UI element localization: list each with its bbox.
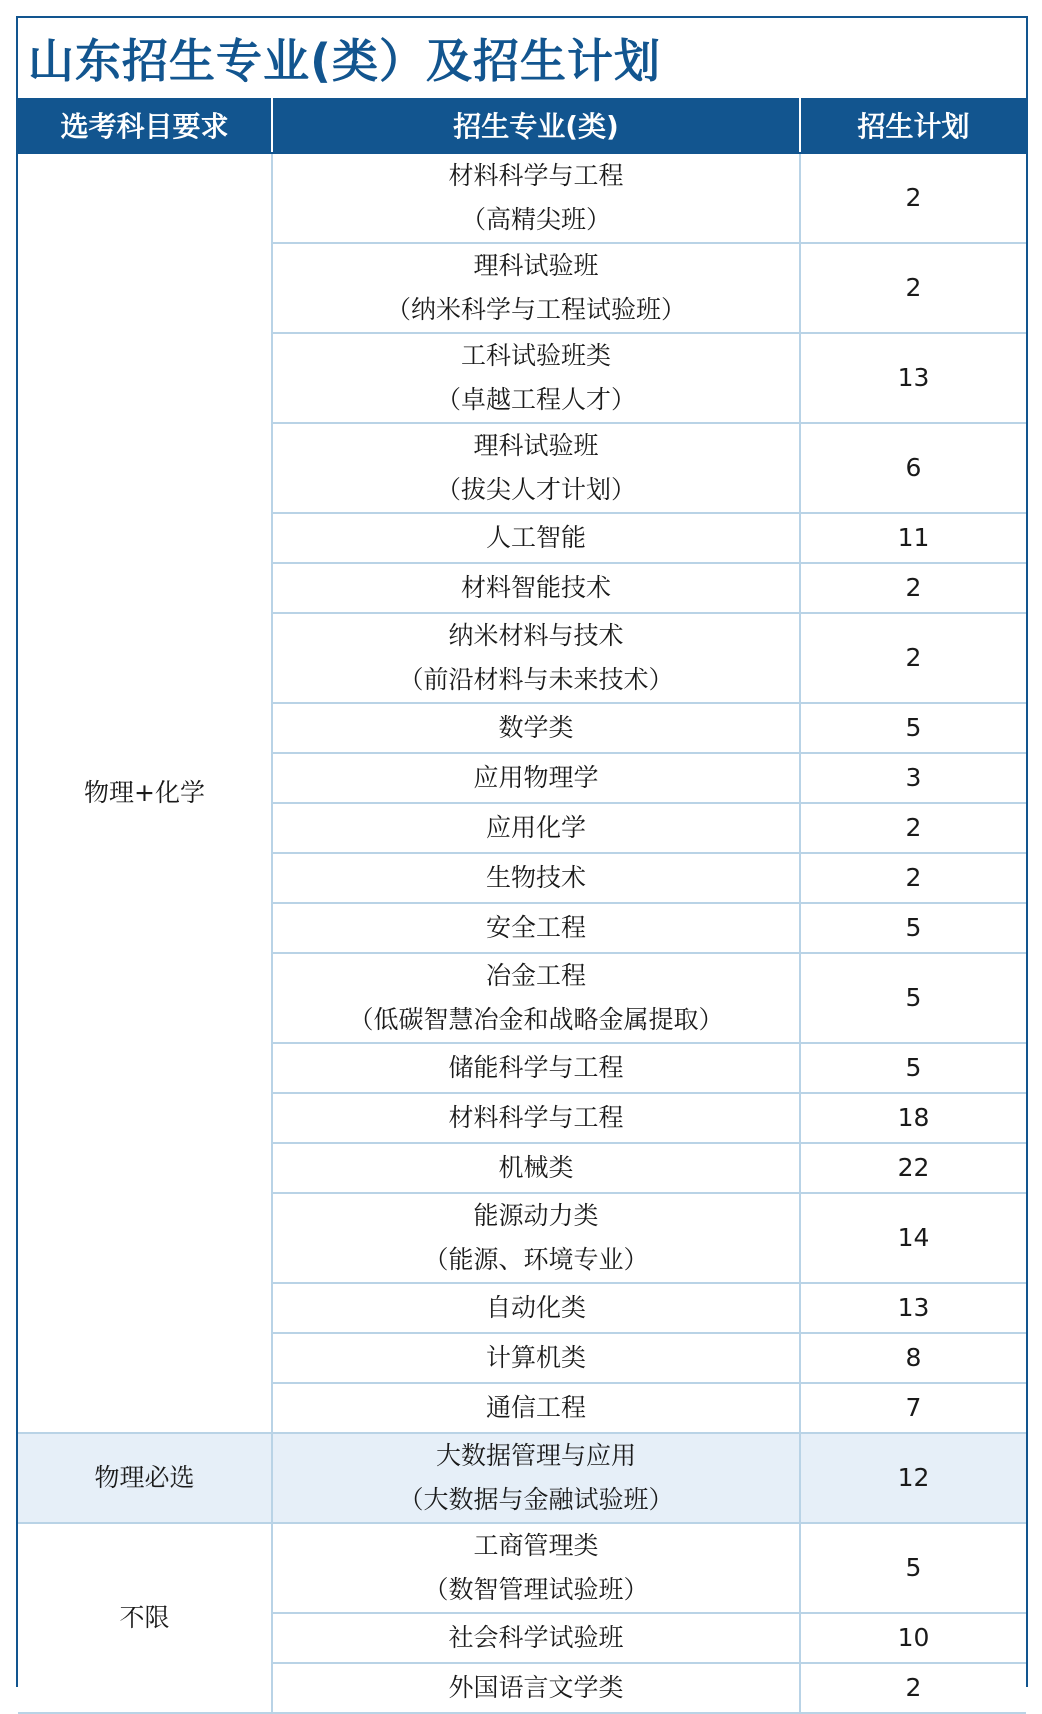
major-cell bbox=[272, 1663, 800, 1713]
major-name: 材料科学与工程 bbox=[448, 1103, 624, 1132]
plan-cell: 2 bbox=[800, 803, 1026, 853]
major-cell bbox=[272, 1613, 800, 1663]
major-name: 理科试验班 bbox=[473, 431, 599, 460]
major-cell bbox=[272, 153, 800, 243]
requirement-cell: 物理+化学 bbox=[18, 153, 272, 1433]
major-name: 材料科学与工程 bbox=[448, 161, 624, 190]
major-cell bbox=[272, 423, 800, 513]
major-name: 安全工程 bbox=[485, 913, 586, 942]
major-cell bbox=[272, 953, 800, 1043]
major-name: 自动化类 bbox=[485, 1293, 586, 1322]
major-name: 理科试验班 bbox=[473, 251, 599, 280]
plan-cell: 5 bbox=[800, 1043, 1026, 1093]
major-cell bbox=[272, 243, 800, 333]
major-cell bbox=[272, 1193, 800, 1283]
major-name: 储能科学与工程 bbox=[448, 1053, 624, 1082]
major-name: 能源动力类 bbox=[473, 1201, 599, 1230]
major-name: 社会科学试验班 bbox=[448, 1623, 624, 1652]
title-bar bbox=[18, 18, 1026, 98]
major-name: 应用物理学 bbox=[473, 763, 599, 792]
major-note: （纳米科学与工程试验班） bbox=[385, 295, 686, 324]
plan-cell: 8 bbox=[800, 1333, 1026, 1383]
plan-cell: 3 bbox=[800, 753, 1026, 803]
page-title: 山东招生专业(类）及招生计划 bbox=[28, 34, 662, 88]
major-name: 材料智能技术 bbox=[460, 573, 611, 602]
major-cell bbox=[272, 1143, 800, 1193]
major-name: 数学类 bbox=[498, 713, 574, 742]
major-note: （拔尖人才计划） bbox=[435, 475, 636, 504]
plan-cell: 22 bbox=[800, 1143, 1026, 1193]
plan-cell: 10 bbox=[800, 1613, 1026, 1663]
plan-cell: 5 bbox=[800, 953, 1026, 1043]
major-name: 大数据管理与应用 bbox=[435, 1441, 636, 1470]
plan-cell: 6 bbox=[800, 423, 1026, 513]
major-cell bbox=[272, 853, 800, 903]
major-cell bbox=[272, 1043, 800, 1093]
header-plan: 招生计划 bbox=[800, 98, 1026, 153]
major-name: 外国语言文学类 bbox=[448, 1673, 624, 1702]
enrollment-table-wrapper bbox=[18, 98, 1026, 1714]
plan-cell: 2 bbox=[800, 853, 1026, 903]
major-cell bbox=[272, 1283, 800, 1333]
table-body bbox=[18, 153, 1026, 1713]
major-cell bbox=[272, 1523, 800, 1613]
major-note: （能源、环境专业） bbox=[423, 1245, 649, 1274]
major-name: 工科试验班类 bbox=[460, 341, 611, 370]
plan-cell: 12 bbox=[800, 1433, 1026, 1523]
plan-table-frame bbox=[16, 16, 1028, 1702]
header-major: 招生专业(类) bbox=[272, 98, 800, 153]
major-note: （高精尖班） bbox=[460, 205, 611, 234]
major-note: （低碳智慧冶金和战略金属提取） bbox=[348, 1005, 724, 1034]
major-note: （前沿材料与未来技术） bbox=[398, 665, 674, 694]
header-row bbox=[18, 98, 1026, 153]
plan-cell: 2 bbox=[800, 153, 1026, 243]
major-note: （数智管理试验班） bbox=[423, 1575, 649, 1604]
plan-cell: 7 bbox=[800, 1383, 1026, 1433]
major-note: （卓越工程人才） bbox=[435, 385, 636, 414]
plan-cell: 2 bbox=[800, 613, 1026, 703]
plan-cell: 13 bbox=[800, 1283, 1026, 1333]
major-cell bbox=[272, 1333, 800, 1383]
plan-cell: 5 bbox=[800, 1523, 1026, 1613]
major-cell bbox=[272, 703, 800, 753]
major-name: 人工智能 bbox=[485, 523, 586, 552]
header-requirement: 选考科目要求 bbox=[18, 98, 272, 153]
major-cell bbox=[272, 613, 800, 703]
plan-cell: 2 bbox=[800, 563, 1026, 613]
plan-cell: 18 bbox=[800, 1093, 1026, 1143]
major-name: 冶金工程 bbox=[485, 961, 586, 990]
requirement-cell: 不限 bbox=[18, 1523, 272, 1713]
plan-cell: 2 bbox=[800, 1663, 1026, 1713]
major-name: 通信工程 bbox=[485, 1393, 586, 1422]
major-name: 计算机类 bbox=[485, 1343, 586, 1372]
major-cell bbox=[272, 333, 800, 423]
major-cell bbox=[272, 903, 800, 953]
major-cell bbox=[272, 753, 800, 803]
table-row bbox=[18, 153, 1026, 243]
plan-cell: 11 bbox=[800, 513, 1026, 563]
major-cell bbox=[272, 1093, 800, 1143]
major-name: 纳米材料与技术 bbox=[448, 621, 624, 650]
major-cell bbox=[272, 1383, 800, 1433]
enrollment-table bbox=[18, 98, 1026, 1714]
major-name: 工商管理类 bbox=[473, 1531, 599, 1560]
major-cell bbox=[272, 513, 800, 563]
requirement-cell: 物理必选 bbox=[18, 1433, 272, 1523]
plan-cell: 5 bbox=[800, 703, 1026, 753]
plan-cell: 2 bbox=[800, 243, 1026, 333]
major-cell bbox=[272, 563, 800, 613]
table-row bbox=[18, 1433, 1026, 1523]
plan-cell: 14 bbox=[800, 1193, 1026, 1283]
plan-cell: 5 bbox=[800, 903, 1026, 953]
major-name: 生物技术 bbox=[485, 863, 586, 892]
major-note: （大数据与金融试验班） bbox=[398, 1485, 674, 1514]
major-cell bbox=[272, 803, 800, 853]
major-cell bbox=[272, 1433, 800, 1523]
plan-cell: 13 bbox=[800, 333, 1026, 423]
major-name: 机械类 bbox=[498, 1153, 574, 1182]
major-name: 应用化学 bbox=[485, 813, 586, 842]
table-row bbox=[18, 1523, 1026, 1613]
